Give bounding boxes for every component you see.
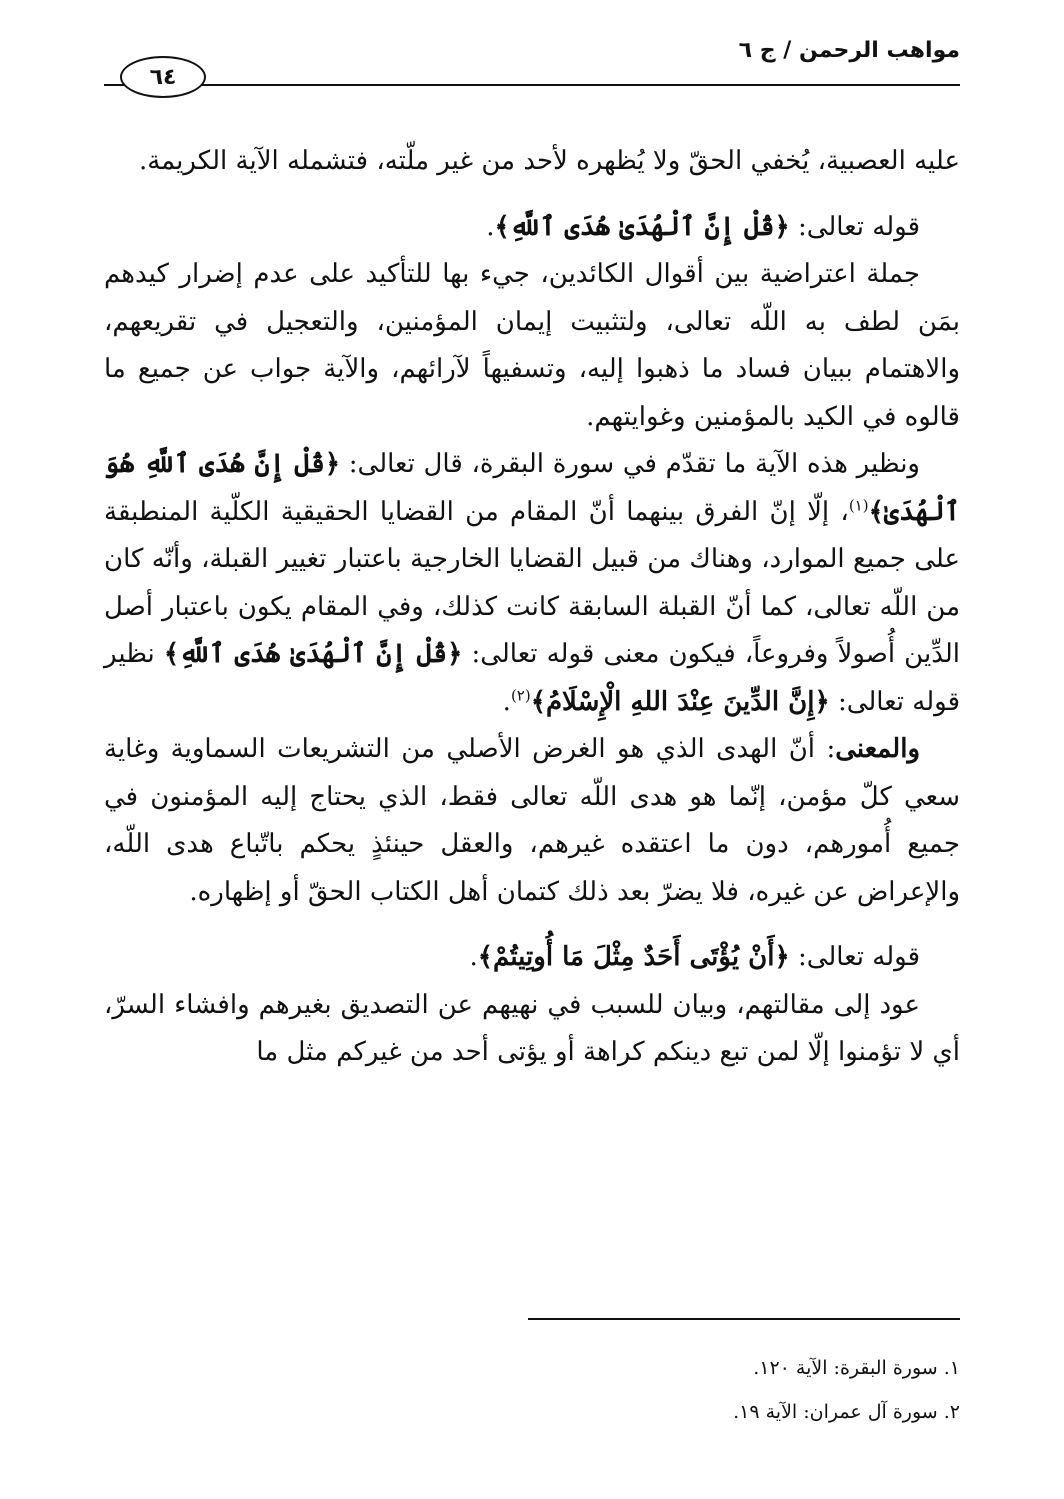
body-text	[104, 138, 960, 1077]
verse-lead: قوله تعالى:	[789, 942, 920, 972]
footnote-1: ١. سورة البقرة: الآية ١٢٠.	[753, 1357, 960, 1379]
quran-verse: ﴿أَنْ يُؤْتَى أَحَدٌ مِثْلَ مَا أُوتِيتُمْ﴾	[477, 942, 790, 972]
quran-verse: ﴿قُلْ إِنَّ ٱلْهُدَىٰ هُدَى ٱللَّهِ﴾	[494, 211, 790, 242]
paragraph-lead: والمعنى	[835, 734, 920, 764]
paragraph-text: ، إلّا إنّ الفرق بينهما أنّ المقام من القضايا الحقيقية الكلّية المنطبقة على جميع الموارد، وهناك من قبيل القضايا الخارجية باعتبار تغيير القبلة، وأنّه كان من اللّه تعالى، كما أنّ القبلة السابقة كانت كذلك، وفي المقام يكون باعتبار أصل الدِّين أُصولاً وفروعاً، فيكون معنى قوله تعالى:	[104, 496, 960, 669]
quran-verse: ﴿قُلْ إِنَّ هُدَى ٱللَّهِ هُوَ ٱلْهُدَىٰ﴾	[104, 449, 960, 527]
footnote-ref[interactable]: (٢)	[510, 685, 531, 704]
page-number: ٦٤	[120, 56, 206, 98]
footnote-ref[interactable]: (١)	[848, 495, 869, 514]
verse-end: .	[486, 211, 495, 242]
footnote-rule	[528, 1318, 960, 1320]
verse-heading	[104, 204, 960, 252]
paragraph-text: نظير قوله تعالى:	[104, 639, 960, 717]
paragraph	[104, 726, 960, 916]
footnotes	[360, 1346, 960, 1434]
footnote-2: ٢. سورة آل عمران: الآية ١٩.	[733, 1401, 960, 1423]
quran-verse: ﴿إِنَّ الدِّينَ عِنْدَ اللهِ الْإِسْلَامُ﴾	[530, 686, 830, 717]
paragraph-text: ونظير هذه الآية ما تقدّم في سورة البقرة، قال تعالى:	[340, 449, 920, 479]
paragraph-text: عليه العصبية، يُخفي الحقّ ولا يُظهره لأحد من غير ملّته، فتشمله الآية الكريمة.	[138, 146, 960, 176]
paragraph-end: .	[502, 686, 511, 717]
quran-verse: ﴿قُلْ إِنَّ ٱلْهُدَىٰ هُدَى ٱللَّهِ﴾	[163, 639, 463, 669]
verse-end: .	[469, 942, 478, 972]
paragraph	[104, 251, 960, 441]
running-title: مواهب الرحمن / ج ٦	[738, 38, 960, 63]
paragraph-text: جملة اعتراضية بين أقوال الكائدين، جيء بها للتأكيد على عدم إضرار كيدهم بمَن لطف به اللّه تعالى، ولتثبيت إيمان المؤمنين، والتعجيل في تقريعهم، والاهتمام ببيان فساد ما ذهبوا إليه، وتسفيهاً لآرائهم، والآية جواب عن جميع ما قالوه في الكيد بالمؤمنين وغوايتهم.	[104, 259, 960, 432]
paragraph	[104, 138, 960, 186]
paragraph	[104, 441, 960, 726]
paragraph-text: : أنّ الهدى الذي هو الغرض الأصلي من التشريعات السماوية وغاية سعي كلّ مؤمن، إنّما هو هدى اللّه تعالى فقط، الذي يحتاج إليه المؤمنون في جميع أُمورهم، دون ما اعتقده غيرهم، والعقل حينئذٍ يحكم باتّباع هدى اللّه، والإعراض عن غيره، فلا يضرّ بعد ذلك كتمان أهل الكتاب الحقّ أو إظهاره.	[104, 734, 960, 907]
header-rule	[104, 84, 960, 86]
verse-lead: قوله تعالى:	[789, 211, 920, 242]
paragraph	[104, 982, 960, 1077]
verse-heading	[104, 934, 960, 982]
paragraph-text: عود إلى مقالتهم، وبيان للسبب في نهيهم عن التصديق بغيرهم وافشاء السرّ، أي لا تؤمنوا إلّا لمن تبع دينكم كراهة أو يؤتى أحد من غيركم مثل ما	[104, 989, 960, 1067]
